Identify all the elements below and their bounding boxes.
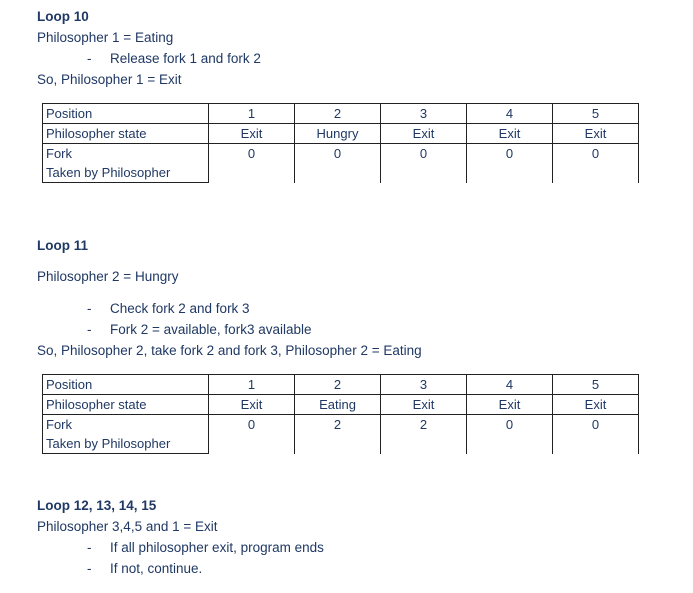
table-row [43, 104, 639, 124]
state-cell: Exit [381, 395, 467, 415]
fork-cell: 0 [553, 415, 639, 454]
state-cell: Exit [467, 395, 553, 415]
row-label-position: Position [43, 375, 209, 395]
loop12-line1: Philosopher 3,4,5 and 1 = Exit [37, 519, 218, 534]
loop12-bullet-2: If not, continue. [110, 561, 203, 576]
state-cell: Exit [467, 124, 553, 144]
loop11-state-table [42, 374, 639, 454]
row-label-taken-by: Taken by Philosopher [43, 434, 209, 454]
state-cell: Exit [381, 124, 467, 144]
fork-cell: 0 [295, 144, 381, 183]
position-cell: 1 [209, 104, 295, 124]
row-label-position: Position [43, 104, 209, 124]
loop12-heading: Loop 12, 13, 14, 15 [37, 498, 157, 513]
position-cell: 2 [295, 104, 381, 124]
loop11-bullet-1: Check fork 2 and fork 3 [110, 301, 250, 316]
position-cell: 3 [381, 375, 467, 395]
position-cell: 1 [209, 375, 295, 395]
position-cell: 5 [553, 104, 639, 124]
position-cell: 4 [467, 375, 553, 395]
loop12-bullet-1: If all philosopher exit, program ends [110, 540, 324, 555]
position-cell: 2 [295, 375, 381, 395]
bullet-dash: - [87, 540, 92, 555]
position-cell: 3 [381, 104, 467, 124]
state-cell: Exit [209, 124, 295, 144]
loop10-heading: Loop 10 [37, 9, 89, 24]
row-label-state: Philosopher state [43, 124, 209, 144]
state-cell: Exit [209, 395, 295, 415]
bullet-dash: - [87, 301, 92, 316]
table-row [43, 415, 639, 435]
state-cell: Eating [295, 395, 381, 415]
loop10-bullet-1: Release fork 1 and fork 2 [110, 51, 261, 66]
position-cell: 5 [553, 375, 639, 395]
row-label-fork: Fork [43, 144, 209, 164]
row-label-taken-by: Taken by Philosopher [43, 163, 209, 183]
state-cell: Exit [553, 124, 639, 144]
bullet-dash: - [87, 322, 92, 337]
loop10-line1: Philosopher 1 = Eating [37, 30, 174, 45]
row-label-fork: Fork [43, 415, 209, 435]
fork-cell: 0 [467, 415, 553, 454]
loop11-heading: Loop 11 [37, 238, 89, 253]
table-row [43, 124, 639, 144]
loop11-bullet-2: Fork 2 = available, fork3 available [110, 322, 312, 337]
loop10-state-table [42, 103, 639, 183]
loop10-line2: So, Philosopher 1 = Exit [37, 72, 182, 87]
table-row [43, 395, 639, 415]
fork-cell: 0 [467, 144, 553, 183]
table-row [43, 375, 639, 395]
loop11-line2: So, Philosopher 2, take fork 2 and fork 3, Philosopher 2 = Eating [37, 343, 422, 358]
row-label-state: Philosopher state [43, 395, 209, 415]
fork-cell: 2 [295, 415, 381, 454]
state-cell: Hungry [295, 124, 381, 144]
table-row [43, 144, 639, 164]
fork-cell: 0 [381, 144, 467, 183]
loop11-line1: Philosopher 2 = Hungry [37, 269, 179, 284]
fork-cell: 2 [381, 415, 467, 454]
state-cell: Exit [553, 395, 639, 415]
bullet-dash: - [87, 561, 92, 576]
position-cell: 4 [467, 104, 553, 124]
fork-cell: 0 [209, 415, 295, 454]
bullet-dash: - [87, 51, 92, 66]
fork-cell: 0 [209, 144, 295, 183]
fork-cell: 0 [553, 144, 639, 183]
